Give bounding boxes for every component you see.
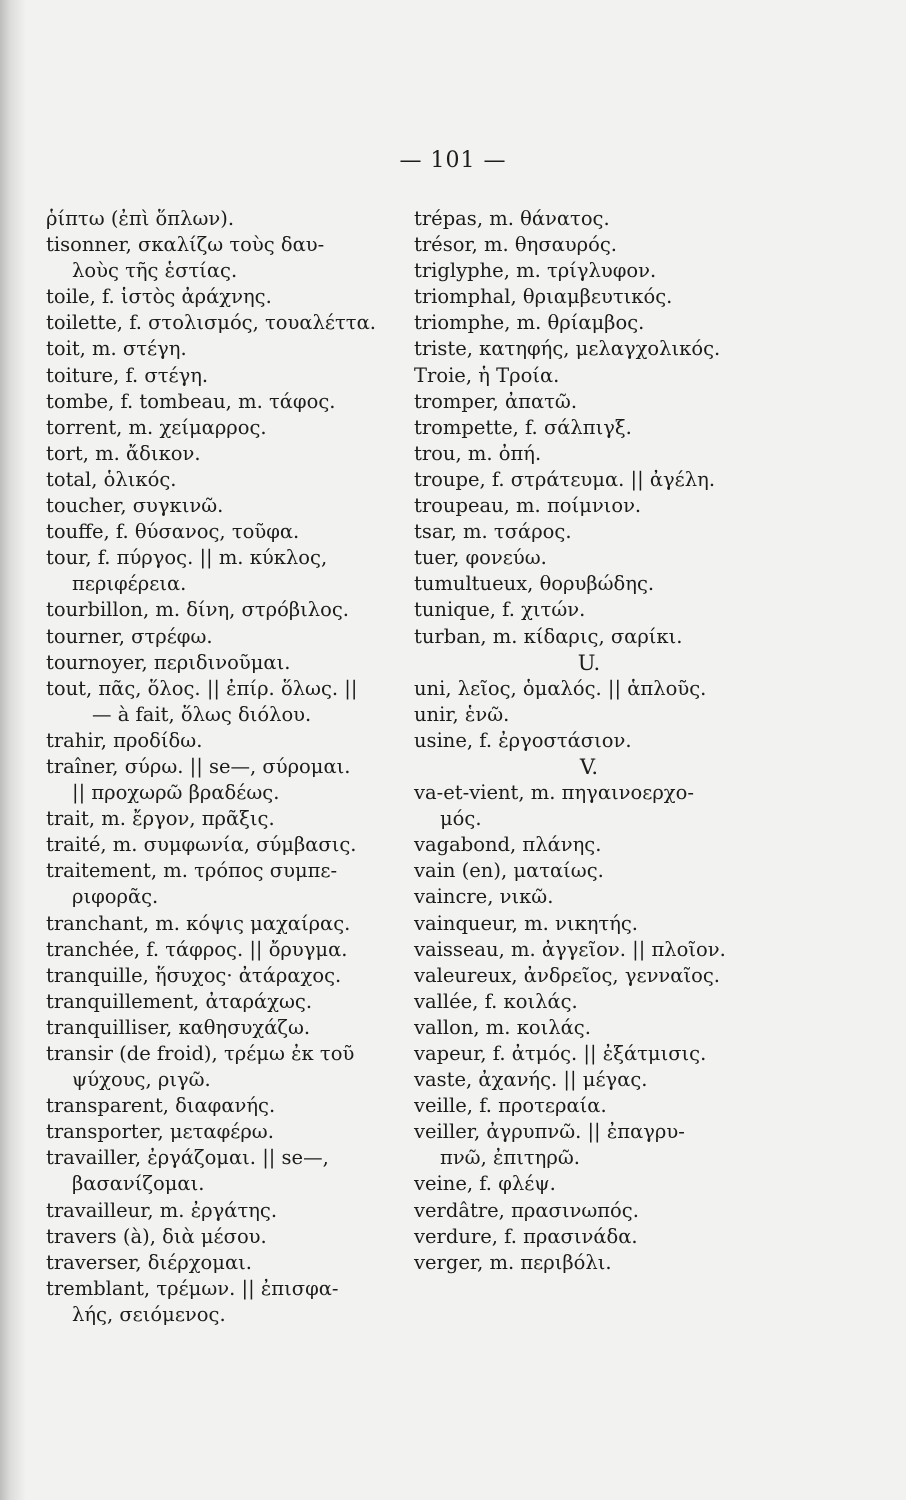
dictionary-line: tunique, f. χιτών. [414, 598, 586, 622]
dictionary-line: transporter, μεταφέρω. [46, 1120, 274, 1144]
dictionary-line: tort, m. ἄδικον. [46, 441, 201, 465]
dictionary-line: triomphal, θριαμβευτικός. [414, 285, 673, 309]
dictionary-line: touffe, f. θύσανος, τοῦφα. [46, 520, 300, 544]
dictionary-line: Troie, ἡ Τροία. [414, 363, 560, 387]
dictionary-line: vallée, f. κοιλάς. [414, 989, 578, 1013]
dictionary-line: troupe, f. στράτευμα. || ἀγέλη. [414, 467, 716, 491]
dictionary-line: traverser, διέρχομαι. [46, 1250, 252, 1274]
dictionary-line: tranquilliser, καθησυχάζω. [46, 1015, 311, 1039]
dictionary-line: ψύχους, ριγῶ. [72, 1068, 211, 1092]
dictionary-line: transparent, διαφανής. [46, 1094, 276, 1118]
page-number: — 101 — [399, 148, 507, 173]
dictionary-line: trahir, προδίδω. [46, 728, 203, 752]
dictionary-line: vain (en), ματαίως. [414, 859, 604, 883]
dictionary-line: turban, m. κίδαρις, σαρίκι. [414, 624, 683, 648]
dictionary-line: trépas, m. θάνατος. [414, 207, 610, 230]
dictionary-line: tuer, φονεύω. [414, 546, 547, 570]
dictionary-line: traîner, σύρω. || se—, σύρομαι. [46, 754, 351, 778]
dictionary-line: toilette, f. στολισμός, τουαλέττα. [46, 311, 376, 335]
dictionary-line: tromper, ἀπατῶ. [414, 389, 578, 413]
dictionary-line: traitement, m. τρόπος συμπε- [46, 859, 338, 883]
dictionary-line: veille, f. προτεραία. [414, 1094, 607, 1118]
dictionary-line: traité, m. συμφωνία, σύμβασις. [46, 833, 357, 857]
dictionary-line: torrent, m. χείμαρρος. [46, 415, 267, 439]
dictionary-line: tranchée, f. τάφρος. || ὄρυγμα. [46, 937, 348, 961]
dictionary-line: βασανίζομαι. [72, 1172, 205, 1196]
dictionary-line: tranquillement, ἀταράχως. [46, 989, 313, 1013]
dictionary-line: ῥίπτω (ἐπὶ ὅπλων). [46, 207, 235, 230]
dictionary-line: || προχωρῶ βραδέως. [72, 781, 280, 805]
dictionary-line: unir, ἑνῶ. [414, 702, 510, 726]
dictionary-line: uni, λεῖος, ὁμαλός. || ἁπλοῦς. [414, 676, 707, 700]
section-letter: V. [579, 754, 599, 779]
dictionary-line: veiller, ἀγρυπνῶ. || ἐπαγρυ- [414, 1120, 685, 1144]
dictionary-line: veine, f. φλέψ. [414, 1172, 556, 1196]
dictionary-line: tumultueux, θορυβώδης. [414, 572, 655, 596]
dictionary-line: va-et-vient, m. πηγαινοερχο- [414, 781, 694, 805]
dictionary-line: tournoyer, περιδινοῦμαι. [46, 650, 291, 674]
dictionary-line: travailleur, m. ἐργάτης. [46, 1198, 278, 1222]
dictionary-line: πνῶ, ἐπιτηρῶ. [440, 1146, 580, 1170]
dictionary-line: tourbillon, m. δίνη, στρόβιλος. [46, 598, 349, 622]
dictionary-line: λής, σειόμενος. [72, 1302, 226, 1326]
dictionary-line: tout, πᾶς, ὅλος. || ἐπίρ. ὅλως. || [46, 676, 358, 700]
dictionary-line: tranquille, ἥσυχος· ἀτάραχος. [46, 963, 342, 987]
dictionary-line: toucher, συγκινῶ. [46, 494, 224, 518]
dictionary-line: toit, m. στέγη. [46, 337, 187, 361]
dictionary-line: travers (à), διὰ μέσου. [46, 1224, 267, 1248]
dictionary-line: valeureux, ἀνδρεῖος, γενναῖος. [414, 963, 720, 987]
dictionary-line: vaisseau, m. ἀγγεῖον. || πλοῖον. [414, 937, 726, 961]
dictionary-line: tourner, στρέφω. [46, 624, 213, 648]
dictionary-line: troupeau, m. ποίμνιον. [414, 494, 642, 518]
dictionary-line: μός. [440, 807, 482, 831]
dictionary-line: triglyphe, m. τρίγλυφον. [414, 259, 657, 283]
dictionary-line: transir (de froid), τρέμω ἐκ τοῦ [46, 1042, 355, 1065]
dictionary-line: tour, f. πύργος. || m. κύκλος, [46, 546, 328, 570]
dictionary-line: — à fait, ὅλως διόλου. [92, 702, 312, 726]
dictionary-line: tsar, m. τσάρος. [414, 520, 572, 544]
dictionary-line: triomphe, m. θρίαμβος. [414, 311, 645, 335]
dictionary-line: vagabond, πλάνης. [414, 833, 602, 857]
dictionary-line: λοὺς τῆς ἑστίας. [72, 259, 238, 283]
dictionary-line: triste, κατηφής, μελαγχολικός. [414, 337, 721, 361]
dictionary-line: verger, m. περιβόλι. [414, 1250, 612, 1274]
right-column [414, 206, 784, 1276]
dictionary-line: vapeur, f. ἀτμός. || ἐξάτμισις. [414, 1042, 707, 1065]
dictionary-line: trésor, m. θησαυρός. [414, 233, 617, 257]
dictionary-line: trou, m. ὀπή. [414, 441, 542, 465]
dictionary-line: toiture, f. στέγη. [46, 363, 209, 387]
dictionary-line: verdure, f. πρασινάδα. [414, 1224, 638, 1248]
dictionary-line: tranchant, m. κόψις μαχαίρας. [46, 911, 351, 935]
dictionary-line: ριφορᾶς. [72, 885, 159, 909]
left-column [46, 206, 406, 1328]
dictionary-line: usine, f. ἐργοστάσιον. [414, 728, 632, 752]
section-letter: U. [577, 650, 601, 675]
dictionary-line: verdâtre, πρασινωπός. [414, 1198, 639, 1222]
dictionary-line: vainqueur, m. νικητής. [414, 911, 639, 935]
dictionary-line: tisonner, σκαλίζω τοὺς δαυ- [46, 233, 325, 257]
dictionary-line: tombe, f. tombeau, m. τάφος. [46, 389, 336, 413]
dictionary-line: total, ὁλικός. [46, 467, 177, 491]
dictionary-line: travailler, ἐργάζομαι. || se—, [46, 1146, 329, 1170]
dictionary-line: trait, m. ἔργον, πρᾶξις. [46, 807, 275, 831]
book-spine-shadow [0, 0, 26, 1500]
dictionary-line: vaste, ἀχανής. || μέγας. [414, 1068, 648, 1092]
dictionary-line: trompette, f. σάλπιγξ. [414, 415, 632, 439]
dictionary-line: vaincre, νικῶ. [414, 885, 554, 909]
dictionary-line: περιφέρεια. [72, 572, 187, 596]
dictionary-line: toile, f. ἱστὸς ἀράχνης. [46, 285, 272, 309]
dictionary-line: vallon, m. κοιλάς. [414, 1015, 591, 1039]
dictionary-line: tremblant, τρέμων. || ἐπισφα- [46, 1276, 339, 1300]
